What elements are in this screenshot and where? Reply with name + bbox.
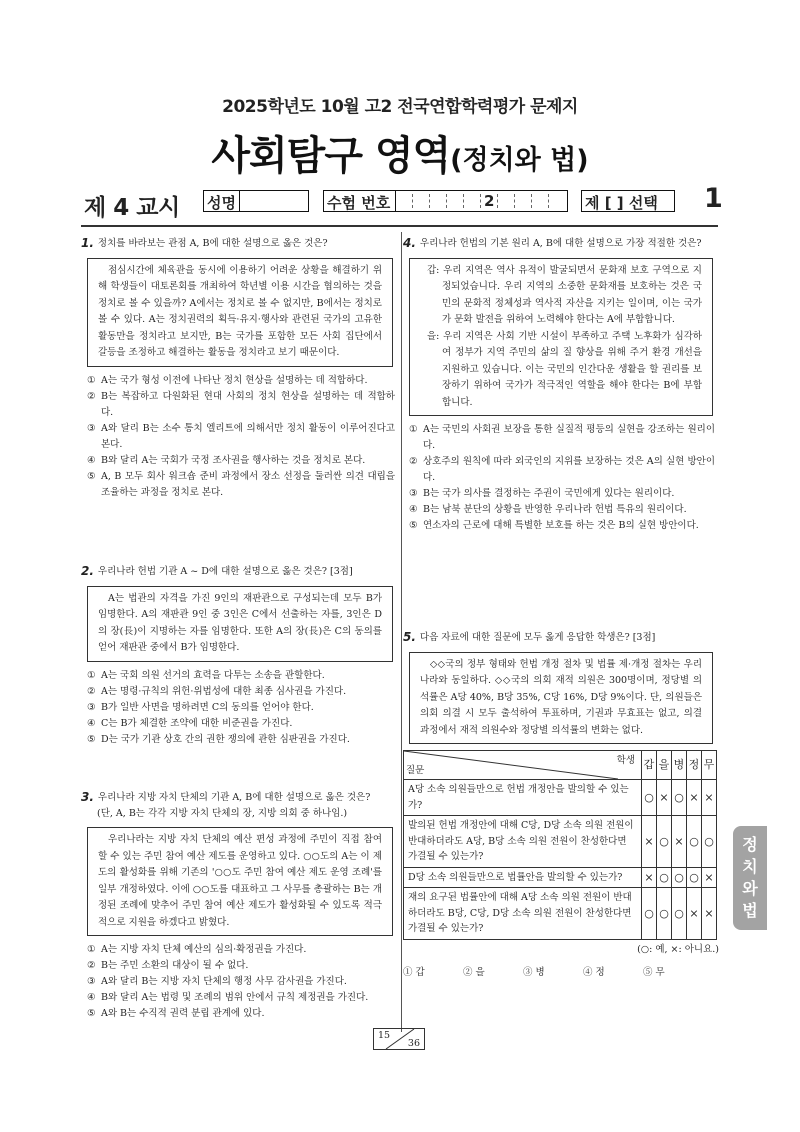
session-label: 제 4 교시 [84,195,180,221]
student-header: 무 [702,751,717,780]
table-corner-header [404,751,642,780]
header-students: 학생 [616,755,635,766]
subject-choice-field[interactable] [581,190,675,212]
subject-side-tab: 정 치 와 법 [733,826,767,930]
question-3 [81,790,399,1022]
student-header: 갑 [642,751,657,780]
question-5 [403,630,719,981]
answer-mark: ○ [657,816,672,868]
answer-mark: × [702,888,717,940]
question-condition: (단, A, B는 각각 지방 자치 단체의 장, 지방 의회 중 하나임.) [97,807,348,819]
answer-mark: × [672,816,687,868]
table-row [404,867,717,888]
table-legend: (○: 예, ×: 아니요.) [637,943,719,955]
answer-mark: × [642,867,657,888]
question-number: 2. [81,564,94,578]
option-3[interactable]: ③ A와 달리 B는 소수 통치 엘리트에 의해서만 정치 활동이 이루어진다고 본다. [87,422,395,450]
passage-box: A는 법관의 자격을 가진 9인의 재판관으로 구성되는데 모두 B가 임명한다. A의 재판관 9인 중 3인은 C에서 선출하는 자를, 3인은 D의 장(長)이 지명하는 자를 임명한다. 또한 A의 장(長)은 C의 동의를 얻어 재판관 중에서 B가 임명한다. [87,586,393,662]
question-stem: 우리나라 지방 자치 단체의 기관 A, B에 대한 설명으로 옳은 것은? [97,792,371,803]
total-pages: 36 [407,1038,420,1049]
option-5[interactable]: ⑤ 무 [643,967,665,978]
answer-mark: ○ [657,888,672,940]
passage-box: ◇◇국의 정부 형태와 헌법 개정 절차 및 법률 제·개정 절차는 우리나라와 동일하다. ◇◇국의 의회 재적 의원은 300명이며, 정당별 의석률은 A당 40%, B당 35%, C당 16%, D당 9%이다. 단, 의원들은 의회 의결 시 모두 출석하여 투표하며, 기권과 무효표는 없고, 의결 과정에서 재적 의원수와 정당별 의석률의 변화는 없다. [409,652,713,745]
answer-mark: ○ [702,816,717,868]
row-question: D당 소속 의원들만으로 법률안을 발의할 수 있는가? [404,867,642,888]
column-divider [401,232,402,1032]
question-number: 4. [403,236,416,250]
student-header: 정 [687,751,702,780]
question-1 [81,236,399,501]
exam-subtitle: 2025학년도 10월 고2 전국연합학력평가 문제지 [222,97,578,117]
option-4[interactable]: ④ B는 남북 분단의 상황을 반영한 우리나라 헌법 특유의 원리이다. [409,504,687,515]
title-paren: (정치와 법) [450,145,589,176]
answer-mark: ○ [672,780,687,816]
question-4 [403,236,719,534]
options-list [81,942,395,1022]
options-list [81,373,395,501]
option-1[interactable]: ① A는 국민의 사회권 보장을 통한 실질적 평등의 실현을 강조하는 원리이다. [409,424,715,451]
option-3[interactable]: ③ B는 국가 의사를 결정하는 주권이 국민에게 있다는 원리이다. [409,488,675,499]
page-number: 1 [704,183,723,214]
header-questions: 질문 [406,764,425,776]
passage-box: 우리나라는 지방 자치 단체의 예산 편성 과정에 주민이 직접 참여할 수 있는 주민 참여 예산 제도를 운영하고 있다. ○○도의 A는 이 제도의 활성화를 위해 기존의 '○○도 주민 참여 예산 제도 운영 조례'를 일부 개정하였다. 이에 ○○도를 대표하고 그 사무를 총괄하는 B는 개정된 조례에 맞추어 주민 참여 예산 제도가 활성화될 수 있도록 적극적으로 지원을 하겠다고 밝혔다. [87,827,393,936]
student-header: 을 [657,751,672,780]
question-stem: 정치를 바라보는 관점 A, B에 대한 설명으로 옳은 것은? [97,238,328,249]
table-row [404,780,717,816]
option-4[interactable]: ④ C는 B가 체결한 조약에 대한 비준권을 가진다. [87,717,293,729]
option-2[interactable]: ② 상호주의 원칙에 따라 외국인의 지위를 보장하는 것은 A의 실현 방안이다. [409,456,715,483]
dialogue-box [409,258,713,417]
choice-label: 제 [ ] 선택 [585,194,658,212]
option-5[interactable]: ⑤ 연소자의 근로에 대해 특별한 보호를 하는 것은 B의 실현 방안이다. [409,520,699,531]
question-number: 5. [403,630,416,644]
options-list [403,422,715,534]
option-5[interactable]: ⑤ A, B 모두 회사 워크숍 준비 과정에서 장소 선정을 둘러싼 의견 대립을 조율하는 과정을 정치로 본다. [87,470,395,498]
answer-mark: × [657,780,672,816]
option-2[interactable]: ② B는 복잡하고 다원화된 현대 사회의 정치 현상을 설명하는 데 적합하다. [87,390,395,418]
exam-title [0,124,800,181]
answer-mark: ○ [687,816,702,868]
answer-mark: × [687,888,702,940]
answer-mark: × [702,780,717,816]
student-header: 병 [672,751,687,780]
option-4[interactable]: ④ B와 달리 A는 국회가 국정 조사권을 행사하는 것을 정치로 본다. [87,454,366,466]
question-2 [81,564,399,748]
options-list [403,965,719,981]
exam-number-label: 수험 번호 [327,194,391,212]
row-question: 재의 요구된 법률안에 대해 A당 소속 의원 전원이 반대하더라도 B당, C당, D당 소속 의원 전원이 찬성한다면 가결될 수 있는가? [404,888,642,940]
table-row [404,816,717,868]
header-divider [81,225,718,227]
current-page: 15 [378,1030,391,1041]
answer-mark: ○ [657,867,672,888]
question-stem: 다음 자료에 대한 질문에 모두 옳게 응답한 학생은? [3점] [419,632,656,643]
option-3[interactable]: ③ B가 일반 사면을 명하려면 C의 동의를 얻어야 한다. [87,701,314,713]
row-question: 발의된 헌법 개정안에 대해 C당, D당 소속 의원 전원이 반대하더라도 A당, B당 소속 의원 전원이 찬성한다면 가결될 수 있는가? [404,816,642,868]
answer-mark: ○ [672,867,687,888]
option-5[interactable]: ⑤ D는 국가 기관 상호 간의 권한 쟁의에 관한 심판권을 가진다. [87,733,350,745]
table-row [404,888,717,940]
speaker-gap: 갑: 우리 지역은 역사 유적이 발굴되면서 문화재 보호 구역으로 지정되었습니다. 우리 지역의 소중한 문화재를 보호하는 것은 국민의 문화적 정체성과 역사적 자산을 지키는 일이며, 이는 국가가 문화 발전을 위하여 노력해야 한다는 A에 부합합니다. [427,264,702,325]
answer-mark: × [687,780,702,816]
question-stem: 우리나라 헌법 기관 A ~ D에 대한 설명으로 옳은 것은? [3점] [97,566,353,577]
option-2[interactable]: ② B는 주민 소환의 대상이 될 수 없다. [87,960,249,971]
option-4[interactable]: ④ B와 달리 A는 법령 및 조례의 범위 안에서 규칙 제정권을 가진다. [87,992,369,1003]
answer-mark: ○ [642,780,657,816]
name-label: 성명 [207,194,236,212]
option-1[interactable]: ① A는 국회 의원 선거의 효력을 다투는 소송을 관할한다. [87,669,325,681]
answer-mark: ○ [642,888,657,940]
option-1[interactable]: ① 갑 [403,967,425,978]
row-question: A당 소속 의원들만으로 헌법 개정안을 발의할 수 있는가? [404,780,642,816]
exam-number-digit: 2 [484,192,495,210]
name-field[interactable] [203,190,309,212]
exam-number-field[interactable] [323,190,568,212]
answer-mark: ○ [672,888,687,940]
answer-mark: × [642,816,657,868]
option-1[interactable]: ① A는 지방 자치 단체 예산의 심의·확정권을 가진다. [87,944,307,955]
page-indicator [373,1028,425,1050]
question-stem: 우리나라 헌법의 기본 원리 A, B에 대한 설명으로 가장 적절한 것은? [419,238,702,249]
option-5[interactable]: ⑤ A와 B는 수직적 권력 분립 관계에 있다. [87,1008,265,1019]
option-3[interactable]: ③ 병 [523,967,545,978]
option-3[interactable]: ③ A와 달리 B는 지방 자치 단체의 행정 사무 감사권을 가진다. [87,976,347,987]
option-1[interactable]: ① A는 국가 형성 이전에 나타난 정치 현상을 설명하는 데 적합하다. [87,374,368,386]
option-2[interactable]: ② 을 [463,967,485,978]
passage-box: 점심시간에 체육관을 동시에 이용하기 어려운 상황을 해결하기 위해 학생들이 대토론회를 개최하여 학년별 이용 시간을 협의하는 것을 정치로 볼 수 있을까? A에서는 정치로 볼 수 없지만, B에서는 정치로 볼 수 있다. A는 정치권력의 획득·유지·행사와 관련된 국가의 고유한 활동만을 정치라고 보지만, B는 국가를 포함한 모든 사회 집단에서 갈등을 조정하고 해결하는 활동을 정치라고 보기 때문이다. [87,258,393,367]
question-number: 1. [81,236,94,250]
option-4[interactable]: ④ 정 [583,967,605,978]
question-number: 3. [81,790,94,804]
answer-mark: ○ [687,867,702,888]
response-table [403,750,717,940]
options-list [81,668,395,748]
option-2[interactable]: ② A는 명령·규칙의 위헌·위법성에 대한 최종 심사권을 가진다. [87,685,347,697]
answer-mark: × [702,867,717,888]
title-main: 사회탐구 영역 [211,133,451,179]
speaker-eul: 을: 우리 지역은 사회 기반 시설이 부족하고 주택 노후화가 심각하여 정부가 지역 주민의 삶의 질 향상을 위해 주거 환경 개선을 지원하고 있습니다. 이는 국민의 인간다운 생활을 할 권리를 보장하기 위하여 국가가 적극적인 역할을 해야 한다는 B에 부합합니다. [427,330,702,408]
